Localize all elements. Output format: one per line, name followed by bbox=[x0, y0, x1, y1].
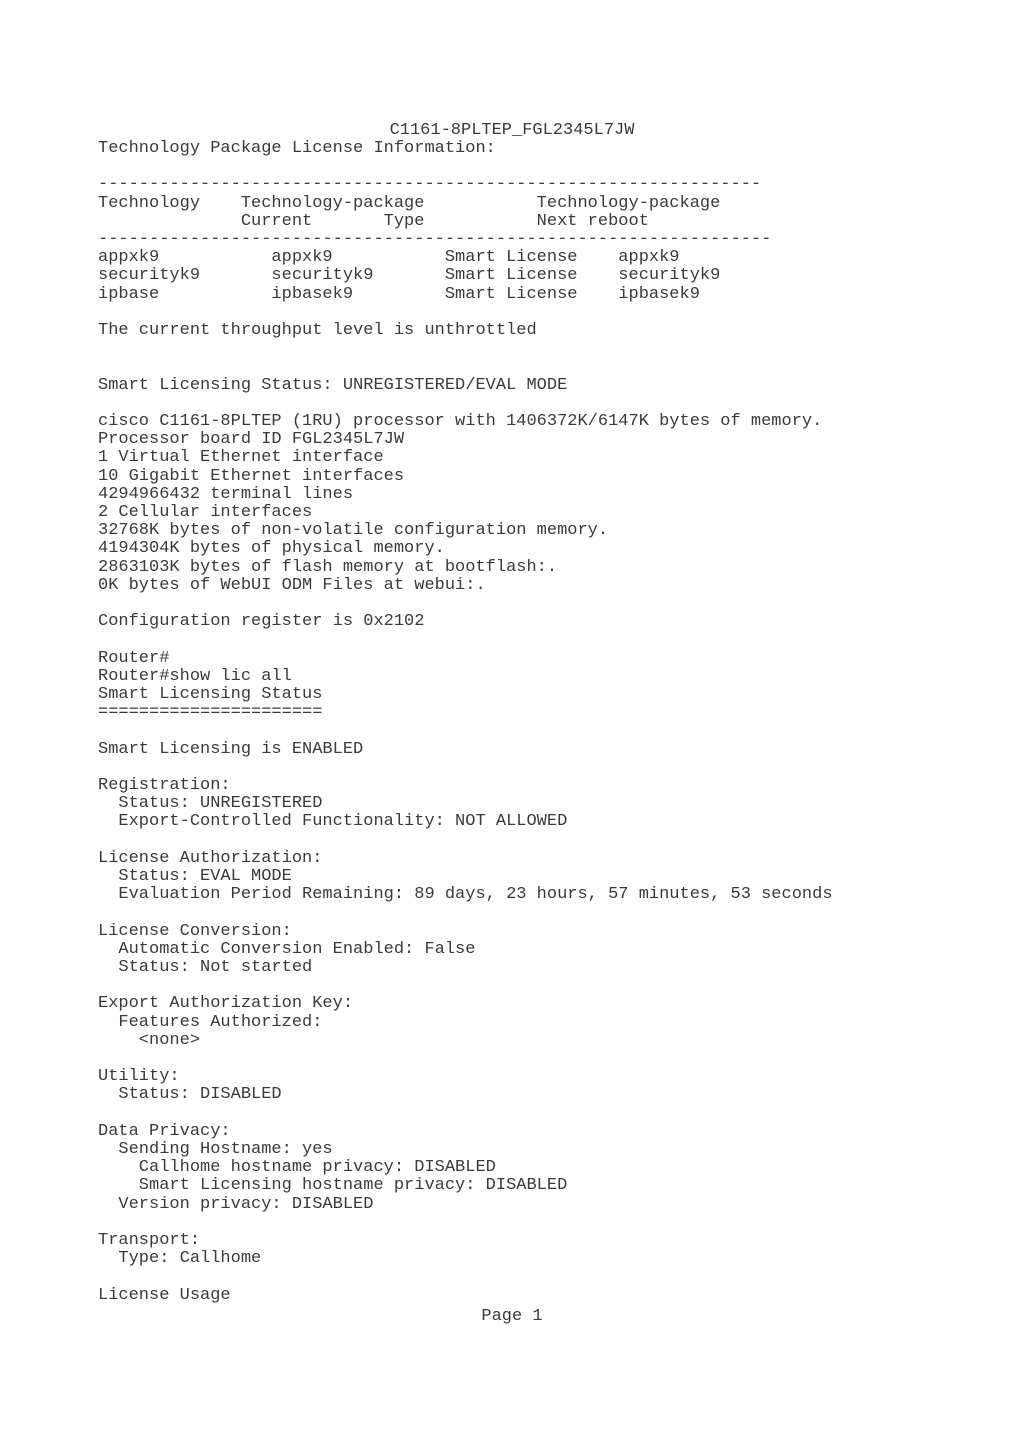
output-line: cisco C1161-8PLTEP (1RU) processor with 1406372K/6147K bytes of memory. bbox=[98, 412, 823, 431]
output-line: 2 Cellular interfaces bbox=[98, 503, 313, 522]
output-line: 1 Virtual Ethernet interface bbox=[98, 448, 384, 468]
output-line: Status: Not started bbox=[98, 958, 313, 977]
output-line: ====================== bbox=[98, 703, 323, 723]
output-line: License Authorization: bbox=[98, 848, 323, 868]
output-line: Export Authorization Key: bbox=[98, 994, 354, 1014]
output-line: Current Type Next reboot bbox=[98, 211, 649, 231]
output-line: Registration: bbox=[98, 776, 231, 795]
output-line: 10 Gigabit Ethernet interfaces bbox=[98, 466, 405, 486]
output-line: Smart Licensing Status bbox=[98, 685, 323, 704]
output-line: Callhome hostname privacy: DISABLED bbox=[98, 1158, 496, 1178]
output-line: Status: UNREGISTERED bbox=[98, 794, 323, 814]
output-line: Features Authorized: bbox=[98, 1012, 323, 1032]
output-line: Status: EVAL MODE bbox=[98, 867, 292, 886]
output-line: 2863103K bytes of flash memory at bootflash:. bbox=[98, 557, 558, 577]
output-line: ipbase ipbasek9 Smart License ipbasek9 bbox=[98, 284, 700, 304]
page-header-hostname: C1161-8PLTEP_FGL2345L7JW bbox=[389, 121, 635, 140]
output-line: 32768K bytes of non-volatile configuration memory. bbox=[98, 521, 609, 541]
output-line: Smart Licensing Status: UNREGISTERED/EVAL MODE bbox=[98, 375, 568, 395]
page-footer: Page 1 bbox=[481, 1307, 543, 1326]
output-line: Data Privacy: bbox=[98, 1121, 231, 1141]
output-line: ----------------------------------------------------------------- bbox=[98, 175, 762, 195]
output-line: Sending Hostname: yes bbox=[98, 1140, 333, 1159]
output-line: appxk9 appxk9 Smart License appxk9 bbox=[98, 248, 680, 268]
output-line: License Conversion: bbox=[98, 921, 292, 941]
output-line: Evaluation Period Remaining: 89 days, 23 hours, 57 minutes, 53 seconds bbox=[98, 885, 833, 905]
output-line: ------------------------------------------------------------------ bbox=[98, 230, 772, 249]
output-line: Transport: bbox=[98, 1231, 201, 1250]
output-line: Technology Package License Information: bbox=[98, 139, 496, 158]
output-line: The current throughput level is unthrottled bbox=[98, 321, 537, 340]
output-line: Version privacy: DISABLED bbox=[98, 1194, 374, 1214]
output-line: Router#show lic all bbox=[98, 666, 292, 686]
output-line: Type: Callhome bbox=[98, 1249, 262, 1269]
output-line: Status: DISABLED bbox=[98, 1085, 282, 1105]
output-line: Automatic Conversion Enabled: False bbox=[98, 939, 476, 959]
output-line: Smart Licensing hostname privacy: DISABLED bbox=[98, 1176, 568, 1196]
output-line: Configuration register is 0x2102 bbox=[98, 612, 425, 632]
output-line: Export-Controlled Functionality: NOT ALLOWED bbox=[98, 812, 568, 832]
output-line: securityk9 securityk9 Smart License securityk9 bbox=[98, 266, 721, 286]
output-line: License Usage bbox=[98, 1285, 231, 1305]
output-line: Technology Technology-package Technology-package bbox=[98, 193, 721, 213]
output-line: 0K bytes of WebUI ODM Files at webui:. bbox=[98, 575, 486, 595]
output-line: 4294966432 terminal lines bbox=[98, 484, 354, 504]
output-line: Processor board ID FGL2345L7JW bbox=[98, 430, 405, 450]
output-line: <none> bbox=[98, 1030, 201, 1050]
output-line: Router# bbox=[98, 648, 170, 668]
output-line: Utility: bbox=[98, 1067, 180, 1087]
output-line: 4194304K bytes of physical memory. bbox=[98, 539, 445, 559]
output-line: Smart Licensing is ENABLED bbox=[98, 739, 364, 759]
